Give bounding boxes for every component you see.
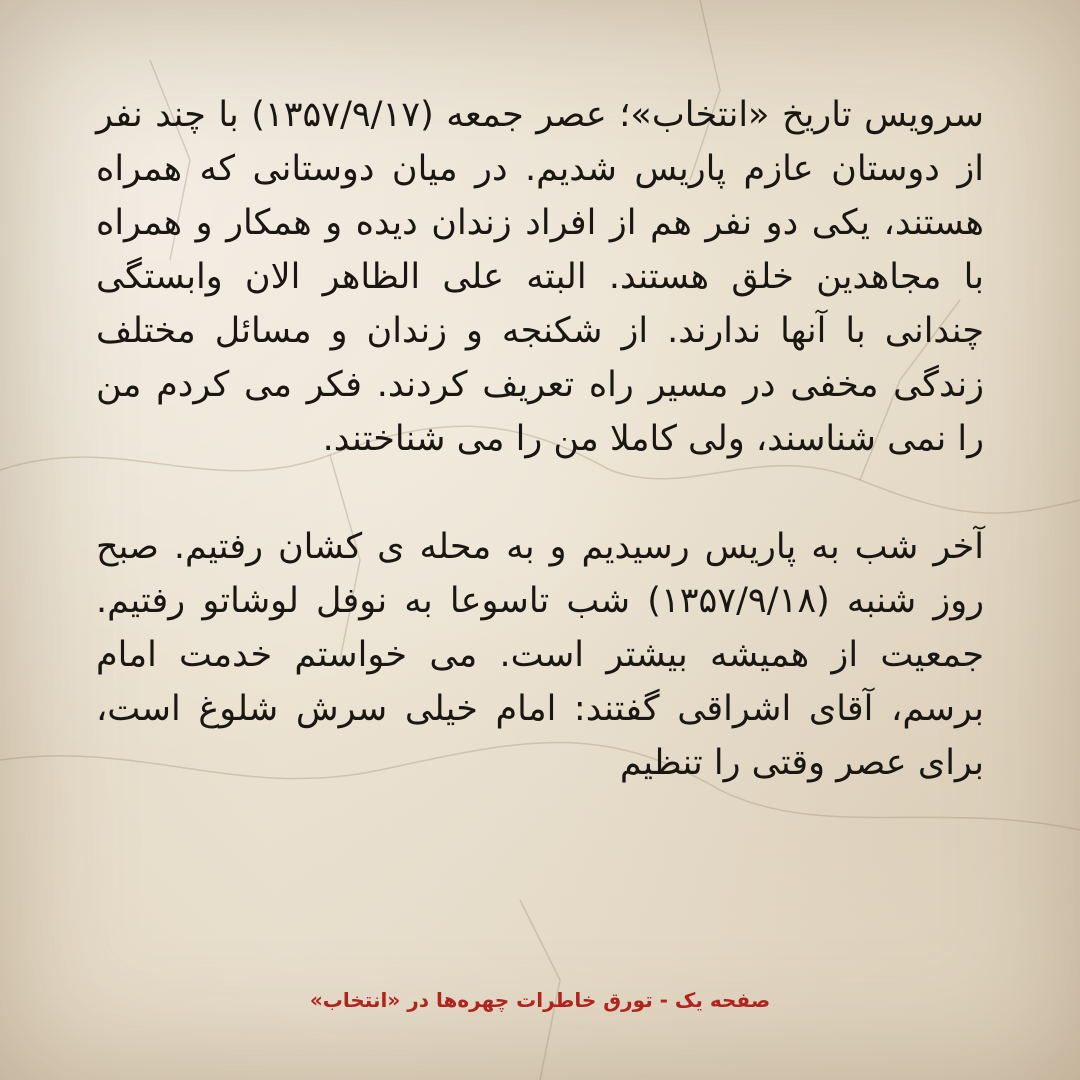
- paragraph-1: سرویس تاریخ «انتخاب»؛ عصر جمعه (۱۳۵۷/۹/۱۷) با چند نفر از دوستان عازم پاریس شدیم. در میان دوستانی که همراه هستند، یکی دو نفر هم از افراد زندان دیده و همکار و همراه با مجاهدین خلق هستند. البته علی الظاهر الان وابستگی چندانی با آنها ندارند. از شکنجه و زندان و مسائل مختلف زندگی مخفی در مسیر راه تعریف کردند. فکر می کردم من را نمی شناسند، ولی کاملا من را می شناختند.: [96, 95, 985, 459]
- article-body: [96, 88, 984, 790]
- paragraph-2: آخر شب به پاریس رسیدیم و به محله ی کشان رفتیم. صبح روز شنبه (۱۳۵۷/۹/۱۸) شب تاسوعا به نوفل لوشاتو رفتیم. جمعیت از همیشه بیشتر است. می خواستم خدمت امام برسم، آقای اشراقی گفتند: امام خیلی سرش شلوغ است، برای عصر وقتی را تنظیم: [96, 527, 985, 783]
- page-caption: صفحه یک - تورق خاطرات چهره‌ها در «انتخاب»: [309, 988, 771, 1012]
